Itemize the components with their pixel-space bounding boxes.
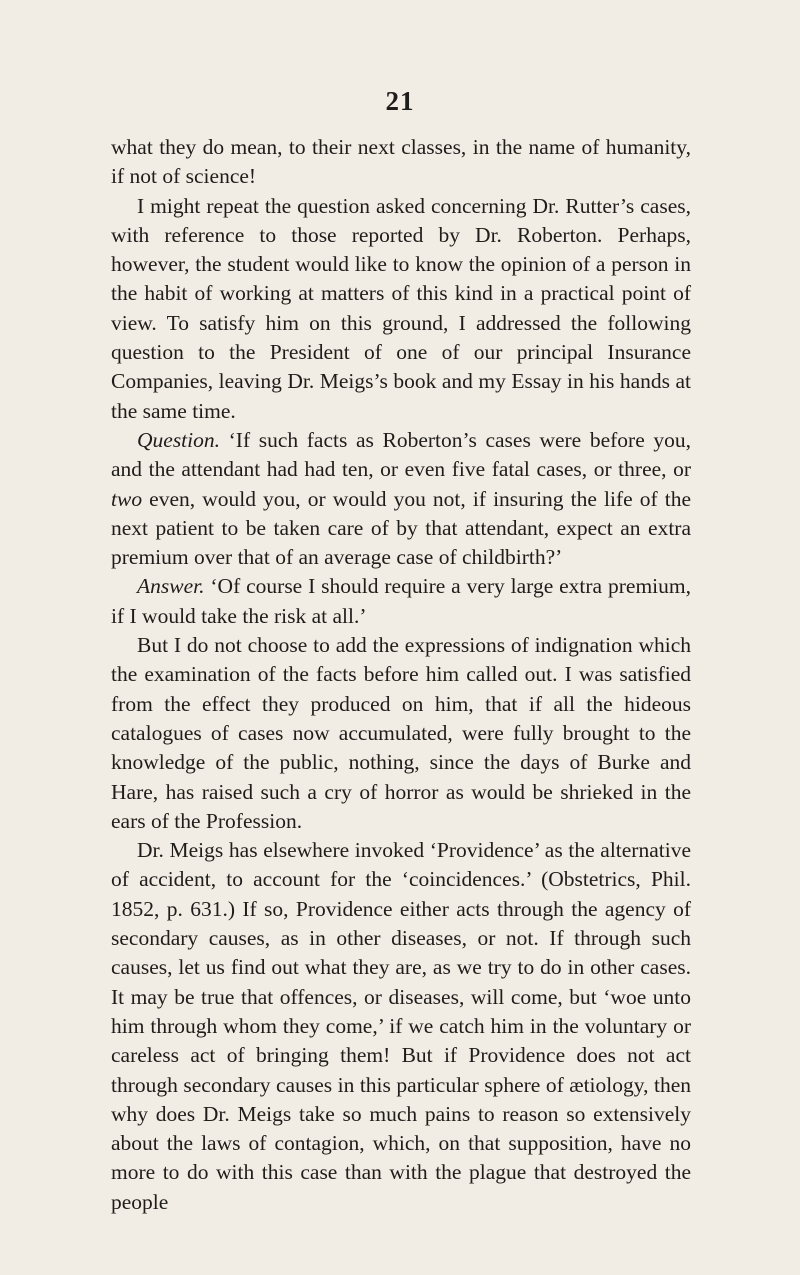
answer-paragraph (111, 572, 691, 631)
paragraph: what they do mean, to their next classes, in the name of humanity, if not of science! (111, 135, 691, 189)
paragraph: I might repeat the question asked concerning Dr. Rutter’s cases, with reference to those reported by Dr. Roberton. Perhaps, however, the student would like to know the opinion of a person in the habit of working at matters of this kind in a practical point of view. To satisfy him on this ground, I addressed the following question to the President of one of our principal Insurance Companies, leaving Dr. Meigs’s book and my Essay in his hands at the same time. (111, 193, 691, 423)
body-text (111, 133, 691, 1217)
answer-label: Answer. (137, 574, 205, 599)
paragraph: Dr. Meigs has elsewhere invoked ‘Providence’ as the alternative of accident, to account for the ‘coincidences.’ (Obstetrics, Phil. 1852, p. 631.) If so, Providence either acts through the agency of secondary causes, as in other diseases, or not. If through such causes, let us find out what they are, as we try to do in other cases. It may be true that offences, or diseases, will come, but ‘woe unto him through whom they come,’ if we catch him in the voluntary or careless act of bringing them! But if Providence does not act through secondary causes in this particular sphere of ætiology, then why does Dr. Meigs take so much pains to reason so extensively about the laws of contagion, which, on that supposition, have no more to do with this case than with the plague that destroyed the people (111, 838, 691, 1214)
paragraph: But I do not choose to add the expressions of indignation which the examination of the facts before him called out. I was satisfied from the effect they produced on him, that if all the hideous catalogues of cases now accumulated, were fully brought to the knowledge of the public, nothing, since the days of Burke and Hare, has raised such a cry of horror as would be shrieked in the ears of the Profession. (111, 633, 691, 833)
question-label: Question. (137, 427, 221, 452)
question-text-end: even, would you, or would you not, if insuring the life of the next patient to be taken care of by that attendant, expect an extra premium over that of an average case of childbirth?’ (111, 486, 691, 570)
emphasis-word: two (111, 486, 143, 511)
question-paragraph (111, 426, 691, 572)
answer-text: ‘Of course I should require a very large extra premium, if I would take the risk at all.’ (111, 574, 691, 628)
question-text: ‘If such facts as Roberton’s cases were before you, and the attendant had had ten, or even five fatal cases, or three, or (111, 427, 691, 482)
page-number: 21 (385, 86, 415, 116)
